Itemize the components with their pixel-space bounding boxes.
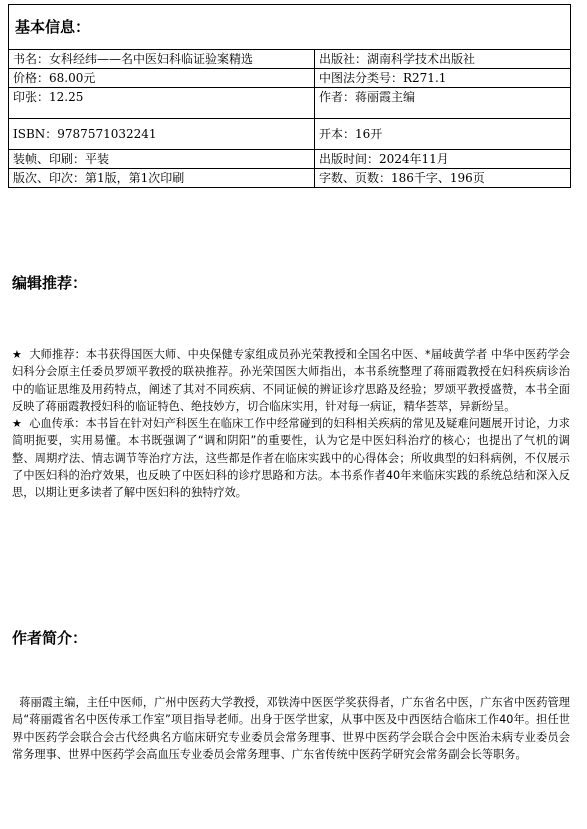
- editor-recommend-body: [12, 346, 570, 502]
- heritage-paragraph: [12, 415, 570, 501]
- heritage-text: 心血传承：本书旨在针对妇产科医生在临床工作中经常碰到的妇科相关疾病的常见及疑难问题展开讨论，力求简明扼要，实用易懂。本书既强调了“调和阴阳”的重要性，认为它是中医妇科治疗的核心；也提出了气机的调整、周期疗法、情志调节等治疗方法，这些都是作者在临床实践中的心得体会；所收典型的妇科病例，不仅展示了中医妇科的治疗效果，也反映了中医妇科的诊疗思路和方法。本书系作者40年来临床实践的系统总结和深入反思，以期让更多读者了解中医妇科的独特疗效。: [12, 417, 570, 500]
- price-cell: 价格：68.00元: [9, 69, 315, 88]
- author-intro-body: [12, 694, 570, 763]
- basic-info-table: [8, 4, 571, 188]
- author-intro-text: 蒋丽霞主编，主任中医师，广州中医药大学教授，邓铁涛中医医学奖获得者，广东省名中医，广东省中医药管理局“蒋丽霞省名中医传承工作室”项目指导老师。出身于医学世家，从事中医及中西医结合临床工作40年。担任世界中医药学会联合会古代经典名方临床研究专业委员会常务理事、世界中医药学会联合会中医治未病专业委员会常务理事、世界中医药学会高血压专业委员会常务理事、广东省传统中医药学研究会常务副会长等职务。: [12, 696, 570, 761]
- format-cell: 开本：16开: [315, 119, 571, 150]
- book-title-cell: 书名：女科经纬——名中医妇科临证验案精选: [9, 50, 315, 69]
- basic-info-heading: 基本信息：: [9, 5, 571, 50]
- pub-date-cell: 出版时间：2024年11月: [315, 150, 571, 169]
- edition-cell: 版次、印次：第1版，第1次印刷: [9, 169, 315, 188]
- star-icon: ★: [12, 348, 22, 361]
- editor-recommend-title: 编辑推荐：: [12, 274, 88, 292]
- word-page-count-cell: 字数、页数：186千字、196页: [315, 169, 571, 188]
- master-recommend-text: 大师推荐：本书获得国医大师、中央保健专家组成员孙光荣教授和全国名中医、*届岐黄学者 中华中医药学会妇科分会原主任委员罗颂平教授的联袂推荐。孙光荣国医大师指出，本书系统整理了蒋丽霞教授在妇科疾病诊治中的临证思维及用药特点，阐述了其对不同疾病、不同证候的辨证诊疗思路及经验；罗颂平教授盛赞，本书全面反映了蒋丽霞教授妇科的临证特色、绝技妙方，切合临床实用，针对每一病证，精华荟萃，异新纷呈。: [12, 348, 570, 413]
- publisher-cell: 出版社：湖南科学技术出版社: [315, 50, 571, 69]
- binding-cell: 装帧、印刷：平装: [9, 150, 315, 169]
- sheets-cell: 印张：12.25: [9, 88, 315, 119]
- classification-cell: 中图法分类号：R271.1: [315, 69, 571, 88]
- isbn-cell: ISBN：9787571032241: [9, 119, 315, 150]
- author-intro-title: 作者简介：: [12, 629, 88, 647]
- master-recommend-paragraph: [12, 346, 570, 415]
- star-icon: ★: [12, 417, 22, 431]
- author-cell: 作者：蒋丽霞主编: [315, 88, 571, 119]
